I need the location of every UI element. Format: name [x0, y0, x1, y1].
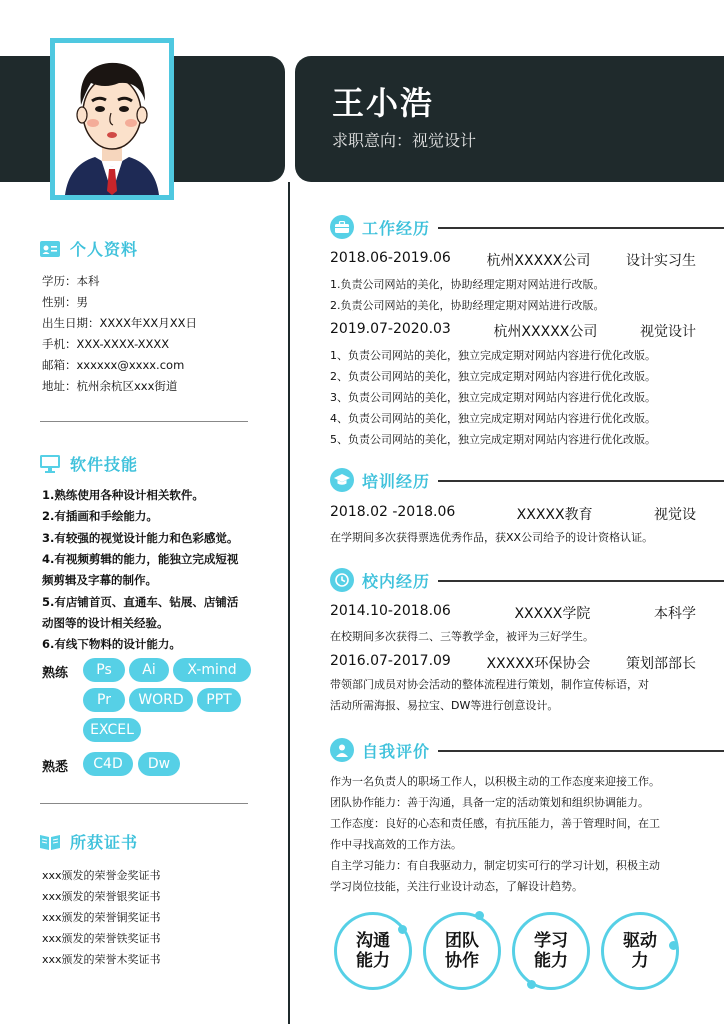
- divider: [438, 580, 724, 582]
- ability-text: 能力: [356, 951, 390, 971]
- self-eval-line: 学习岗位技能，关注行业设计动态，了解设计趋势。: [330, 880, 583, 893]
- clock-icon: [330, 568, 354, 592]
- campus-role: 策划部部长: [626, 656, 696, 672]
- info-birthdate: 出生日期：XXXX年XX月XX日: [42, 316, 198, 330]
- skill-tag: Ai: [129, 658, 169, 682]
- training-entry-header: [330, 504, 696, 524]
- campus-entry-header: [330, 653, 696, 673]
- self-eval-line: 作中寻找高效的工作方法。: [330, 838, 462, 851]
- campus-desc: 活动所需海报、易拉宝、DW等进行创意设计。: [330, 699, 559, 712]
- column-divider: [288, 182, 290, 1024]
- cert-item: xxx颁发的荣誉金奖证书: [42, 869, 161, 882]
- skill-line: 4.有视频剪辑的能力，能独立完成短视: [42, 552, 239, 566]
- work-duty: 1.负责公司网站的美化，协助经理定期对网站进行改版。: [330, 278, 605, 291]
- skill-tag: C4D: [83, 752, 133, 776]
- section-certs-title: [40, 830, 138, 853]
- section-training-title: [330, 468, 430, 492]
- skill-line: 6.有线下物料的设计能力。: [42, 637, 181, 651]
- ability-text: 团队: [445, 931, 479, 951]
- divider: [40, 421, 248, 422]
- work-duty: 3、负责公司网站的美化，独立完成定期对网站内容进行优化改版。: [330, 391, 656, 404]
- campus-org: XXXXX环保协会: [486, 656, 591, 672]
- skill-tag: Pr: [83, 688, 125, 712]
- skill-tag: X-mind: [173, 658, 251, 682]
- skill-line: 3.有较强的视觉设计能力和色彩感觉。: [42, 531, 239, 545]
- info-phone: 手机：XXX-XXXX-XXXX: [42, 337, 170, 351]
- ability-ring-drive: [601, 912, 679, 990]
- skill-tag: WORD: [129, 688, 193, 712]
- training-desc: 在学期间多次获得票选优秀作品，获XX公司给予的设计资格认证。: [330, 531, 654, 544]
- info-email: 邮箱：xxxxxx@xxxx.com: [42, 358, 185, 372]
- info-address: 地址：杭州余杭区xxx街道: [42, 379, 178, 393]
- work-duty: 2、负责公司网站的美化，独立完成定期对网站内容进行优化改版。: [330, 370, 656, 383]
- monitor-icon: [40, 455, 60, 473]
- skill-line: 频剪辑及字幕的制作。: [42, 573, 157, 587]
- training-org: XXXXX教育: [516, 507, 593, 523]
- work-period: 2018.06-2019.06: [330, 250, 451, 266]
- info-education: 学历：本科: [42, 274, 100, 288]
- ability-ring-communication: [334, 912, 412, 990]
- user-icon: [330, 738, 354, 762]
- avatar: [50, 38, 174, 200]
- skill-line: 1.熟练使用各种设计相关软件。: [42, 488, 204, 502]
- section-personal-label: 个人资料: [70, 240, 139, 259]
- divider: [438, 750, 724, 752]
- skill-line: 2.有插画和手绘能力。: [42, 509, 158, 523]
- section-work-label: 工作经历: [362, 218, 431, 238]
- ability-text: 协作: [445, 951, 479, 971]
- work-duty: 2.负责公司网站的美化，协助经理定期对网站进行改版。: [330, 299, 605, 312]
- section-skills-title: [40, 452, 138, 475]
- ring-dot: [527, 980, 536, 989]
- skill-line: 5.有店铺首页、直通车、钻展、店铺活: [42, 595, 239, 609]
- section-skills-label: 软件技能: [70, 455, 139, 474]
- cert-item: xxx颁发的荣誉木奖证书: [42, 953, 161, 966]
- ring-dot: [475, 911, 484, 920]
- campus-entry-header: [330, 603, 696, 623]
- skill-tag: Ps: [83, 658, 125, 682]
- cert-item: xxx颁发的荣誉铁奖证书: [42, 932, 161, 945]
- graduation-cap-icon: [330, 468, 354, 492]
- section-certs-label: 所获证书: [70, 833, 139, 852]
- training-period: 2018.02 -2018.06: [330, 504, 456, 520]
- work-company: 杭州XXXXX公司: [486, 253, 591, 269]
- skill-line: 动图等的设计相关经验。: [42, 616, 169, 630]
- work-duty: 5、负责公司网站的美化，独立完成定期对网站内容进行优化改版。: [330, 433, 656, 446]
- briefcase-icon: [330, 215, 354, 239]
- skill-tag: EXCEL: [83, 718, 141, 742]
- work-duty: 1、负责公司网站的美化，独立完成定期对网站内容进行优化改版。: [330, 349, 656, 362]
- skill-tag: PPT: [197, 688, 241, 712]
- campus-period: 2014.10-2018.06: [330, 603, 451, 619]
- book-icon: [40, 833, 60, 851]
- work-role: 设计实习生: [626, 253, 696, 269]
- divider: [40, 803, 248, 804]
- work-entry-header: [330, 321, 696, 341]
- ability-text: 能力: [534, 951, 568, 971]
- ability-ring-learning: [512, 912, 590, 990]
- training-course: 视觉设: [653, 507, 696, 523]
- section-campus-title: [330, 568, 430, 592]
- work-company: 杭州XXXXX公司: [493, 324, 598, 340]
- id-card-icon: [40, 240, 60, 258]
- skill-tag: Dw: [138, 752, 180, 776]
- job-intent: 求职意向：视觉设计: [332, 131, 477, 150]
- self-eval-line: 工作态度：良好的心态和责任感，有抗压能力，善于管理时间，在工: [330, 817, 660, 830]
- ability-ring-teamwork: [423, 912, 501, 990]
- self-eval-line: 团队协作能力：善于沟通，具备一定的活动策划和组织协调能力。: [330, 796, 649, 809]
- section-work-title: [330, 215, 430, 239]
- avatar-illustration: [55, 43, 169, 195]
- work-duty: 4、负责公司网站的美化，独立完成定期对网站内容进行优化改版。: [330, 412, 656, 425]
- self-eval-line: 自主学习能力：有自我驱动力，制定切实可行的学习计划，积极主动: [330, 859, 660, 872]
- ring-dot: [669, 941, 678, 950]
- section-self-eval-title: [330, 738, 430, 762]
- cert-item: xxx颁发的荣誉银奖证书: [42, 890, 161, 903]
- proficient-label: 熟练: [42, 666, 69, 681]
- section-campus-label: 校内经历: [362, 571, 431, 591]
- section-self-eval-label: 自我评价: [362, 741, 431, 761]
- campus-role: 本科学: [654, 606, 696, 622]
- campus-org: XXXXX学院: [514, 606, 591, 622]
- campus-desc: 带领部门成员对协会活动的整体流程进行策划，制作宣传标语，对: [330, 678, 649, 691]
- section-personal-title: [40, 237, 138, 260]
- work-period: 2019.07-2020.03: [330, 321, 451, 337]
- info-gender: 性别：男: [42, 295, 88, 309]
- section-training-label: 培训经历: [362, 471, 431, 491]
- campus-desc: 在校期间多次获得二、三等教学金，被评为三好学生。: [330, 630, 594, 643]
- divider: [438, 480, 724, 482]
- campus-period: 2016.07-2017.09: [330, 653, 451, 669]
- cert-item: xxx颁发的荣誉铜奖证书: [42, 911, 161, 924]
- ring-dot: [398, 925, 407, 934]
- work-role: 视觉设计: [640, 324, 696, 340]
- ability-text: 驱动: [623, 931, 657, 951]
- ability-text: 力: [631, 951, 649, 971]
- ability-text: 沟通: [356, 931, 390, 951]
- ability-text: 学习: [534, 931, 568, 951]
- candidate-name: 王小浩: [332, 84, 435, 122]
- work-entry-header: [330, 250, 696, 270]
- self-eval-line: 作为一名负责人的职场工作人，以积极主动的工作态度来迎接工作。: [330, 775, 660, 788]
- divider: [438, 227, 724, 229]
- familiar-label: 熟悉: [42, 760, 69, 775]
